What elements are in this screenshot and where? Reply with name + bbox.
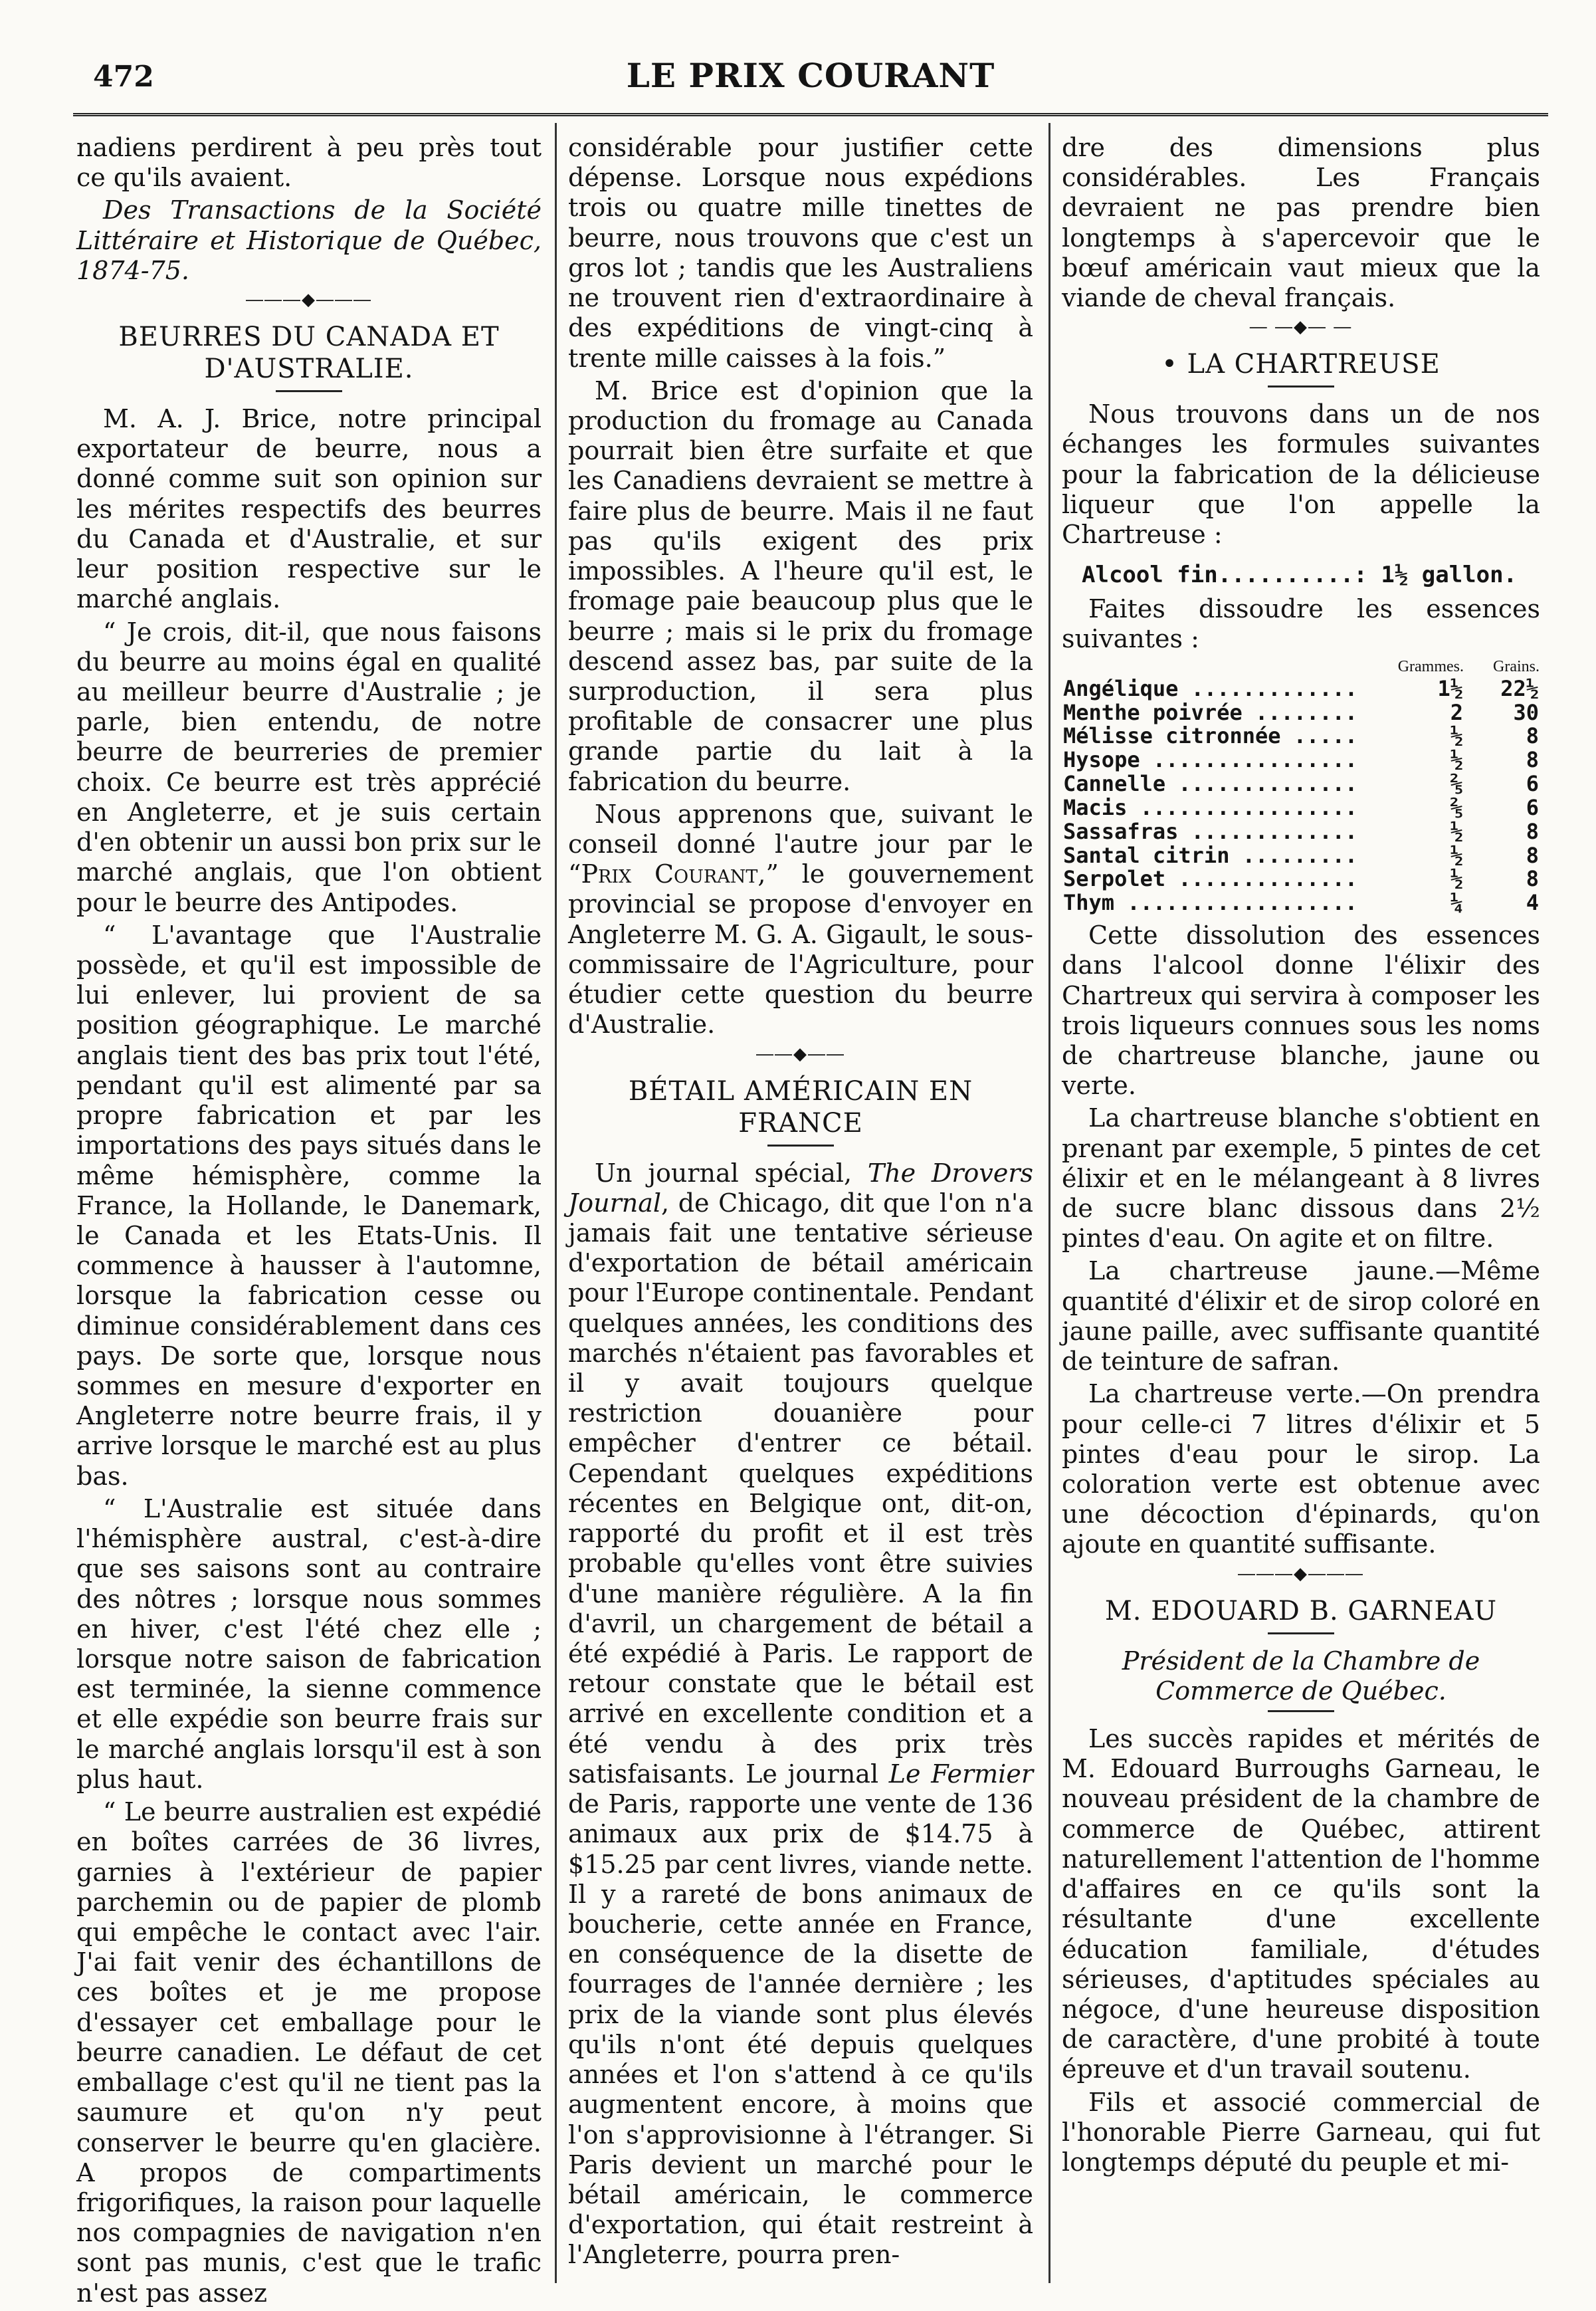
column-header: Grains. bbox=[1493, 658, 1540, 676]
ornament-divider: ―――◆――― bbox=[1238, 1563, 1364, 1584]
paragraph: Fils et associé commercial de l'honorable Pierre Garneau, qui fut longtemps député du peuple et mi- bbox=[1062, 2087, 1540, 2177]
text-run: Un journal spécial, bbox=[595, 1158, 868, 1188]
ingredient-name: Angélique ............. bbox=[1063, 675, 1358, 701]
paragraph: La chartreuse blanche s'obtient en prenant par exemple, 5 pintes de cet élixir et en le mélangeant à 8 livres de sucre blanc dissous dans 2½ pintes d'eau. On agite et on filtre. bbox=[1062, 1103, 1540, 1254]
short-rule bbox=[1268, 1710, 1334, 1712]
ingredient-name: Hysope ................ bbox=[1063, 747, 1358, 773]
column-header: Grammes. bbox=[1397, 658, 1464, 676]
header-rule bbox=[73, 113, 1548, 120]
article-heading: M. EDOUARD B. GARNEAU bbox=[1104, 1595, 1498, 1626]
paragraph: considérable pour justifier cette dépense. Lorsque nous expédions trois ou quatre mille tinettes de beurre, nous trouvons que c'est un gros lot ; tandis que les Australiens ne trouvent rien d'extraordinaire à des expéditions de vingt-cinq à trente mille caisses à la fois.” bbox=[568, 133, 1033, 373]
recipe-rows bbox=[1062, 677, 1540, 915]
grams-value: ½ bbox=[1450, 818, 1463, 844]
paragraph: nadiens perdirent à peu près tout ce qu'ils avaient. bbox=[76, 133, 542, 193]
paragraph: M. A. J. Brice, notre principal exportateur de beurre, nous a donné comme suit son opinion sur les mérites respectifs des beurres du Canada et d'Australie, et sur leur position respective sur le marché anglais. bbox=[76, 404, 542, 614]
column-2 bbox=[568, 133, 1033, 2273]
recipe-row bbox=[1062, 677, 1540, 701]
journal-name: Le Fermier bbox=[888, 1759, 1033, 1789]
column-divider bbox=[555, 123, 557, 2283]
text-run: Nous apprenons que, suivant le conseil donné l'autre jour par le “ bbox=[568, 799, 1033, 889]
ingredient-name: Macis ................. bbox=[1063, 794, 1358, 820]
column-divider bbox=[1048, 123, 1050, 2283]
ornament-divider: ―――◆――― bbox=[246, 290, 372, 310]
text-run: ,” le gouvernement provincial se propose d'envoyer en Angleterre M. G. A. Gigault, le sous-commissaire de l'Agriculture, pour étudier cette question du beurre d'Australie. bbox=[568, 859, 1033, 1040]
short-rule bbox=[1268, 385, 1334, 387]
text-run: de Paris, rapporte une vente de 136 animaux aux prix de $14.75 à $15.25 par cent livres, viande nette. Il y a rareté de bons animaux de boucherie, cette année en France, en conséquence de la disette de fourrages de l'année dernière ; les prix de la viande sont plus élevés qu'ils n'ont été depuis quelques années et l'on s'attend à ce qu'ils augmentent encore, à moins que l'on s'approvisionne à l'étranger. Si Paris devient un marché pour le bétail américain, le commerce d'exportation, qui était restreint à l'Angleterre, pourra pren- bbox=[568, 1789, 1033, 2270]
grams-value: ¼ bbox=[1450, 890, 1463, 916]
article-heading: BEURRES DU CANADA ET D'AUSTRALIE. bbox=[118, 322, 500, 385]
paragraph: M. Brice est d'opinion que la production du fromage au Canada pourrait bien être surfaite et que les Canadiens devraient se mettre à faire plus de beurre. Mais il ne faut pas qu'ils exigent des prix impossibles. A l'heure qu'il est, le fromage paie beaucoup plus que le beurre ; mais si le prix du fromage descend assez bas, par suite de la surproduction, il sera plus profitable de consacrer une plus grande partie du lait à la fabrication du beurre. bbox=[568, 376, 1033, 796]
grams-value: ½ bbox=[1450, 723, 1463, 749]
paragraph: “ L'Australie est située dans l'hémisphère austral, c'est-à-dire que ses saisons sont au contraire des nôtres ; lorsque nous sommes en hiver, c'est l'été chez elle ; lorsque notre saison de fabrication est terminée, la sienne commence et elle expédie son beurre frais sur le marché anglais lorsqu'il est à son plus haut. bbox=[76, 1493, 542, 1794]
recipe-table bbox=[1062, 657, 1540, 915]
grains-value: 8 bbox=[1526, 723, 1539, 749]
running-title: LE PRIX COURANT bbox=[626, 56, 995, 95]
paragraph bbox=[568, 800, 1033, 1040]
grains-value: 8 bbox=[1526, 747, 1539, 773]
alcohol-line: Alcool fin..........: 1½ gallon. bbox=[1082, 562, 1518, 589]
grams-value: ½ bbox=[1450, 866, 1463, 892]
grains-value: 22½ bbox=[1500, 675, 1539, 701]
grams-value: 2 bbox=[1450, 699, 1463, 725]
ingredient-name: Mélisse citronnée ..... bbox=[1063, 723, 1358, 749]
ornament-divider: ――◆―― bbox=[756, 1044, 845, 1064]
short-rule bbox=[767, 1145, 834, 1147]
paragraph: Faites dissoudre les essences suivantes : bbox=[1062, 594, 1540, 654]
grains-value: 6 bbox=[1526, 794, 1539, 820]
ingredient-name: Cannelle .............. bbox=[1063, 771, 1358, 797]
article-heading: • LA CHARTREUSE bbox=[1161, 349, 1441, 380]
grains-value: 6 bbox=[1526, 771, 1539, 797]
grains-value: 8 bbox=[1526, 866, 1539, 892]
ingredient-name: Sassafras ............. bbox=[1063, 818, 1358, 844]
table-header-row bbox=[1062, 657, 1540, 677]
paragraph: “ Le beurre australien est expédié en boîtes carrées de 36 livres, garnies à l'extérieur de papier parchemin ou de papier de plomb qui empêche le contact avec l'air. J'ai fait venir des échantillons de ces boîtes et je me propose d'essayer cet emballage pour le beurre canadien. Le défaut de cet emballage c'est qu'il ne tient pas la saumure et qu'on n'y peut conserver le beurre qu'en glacière. A propos de compartiments frigorifiques, la raison pour laquelle nos compagnies de navigation n'en sont pas munis, c'est que le trafic n'est pas assez bbox=[76, 1797, 542, 2308]
ingredient-name: Santal citrin ......... bbox=[1063, 842, 1358, 868]
grains-value: 8 bbox=[1526, 842, 1539, 868]
grams-value: ⅖ bbox=[1450, 794, 1463, 820]
short-rule bbox=[1268, 1632, 1334, 1634]
grains-value: 4 bbox=[1526, 890, 1539, 916]
paragraph: Les succès rapides et mérités de M. Edouard Burroughs Garneau, le nouveau président de la chambre de commerce de Québec, attirent naturellement l'attention de l'homme d'affaires en ce qu'ils sont la résultante d'une excellente éducation familiale, d'études sérieuses, d'aptitudes spéciales au négoce, d'une heureuse disposition de caractère, d'une probité à toute épreuve et d'un travail soutenu. bbox=[1062, 1724, 1540, 2084]
page-number: 472 bbox=[93, 60, 154, 94]
grams-value: ½ bbox=[1450, 842, 1463, 868]
page-header bbox=[73, 56, 1548, 102]
article-heading: BÉTAIL AMÉRICAIN EN FRANCE bbox=[628, 1075, 973, 1139]
citation: Des Transactions de la Société Littéraire et Historique de Québec, 1874-75. bbox=[76, 195, 542, 285]
column-3 bbox=[1062, 133, 1540, 2180]
recipe-row bbox=[1062, 772, 1540, 796]
short-rule bbox=[276, 390, 342, 392]
recipe-row bbox=[1062, 748, 1540, 772]
ingredient-name: Serpolet .............. bbox=[1063, 866, 1358, 892]
paragraph: La chartreuse verte.—On prendra pour celle-ci 7 litres d'élixir et 5 pintes d'eau pour le sirop. La coloration verte est obtenue avec une décoction d'épinards, qu'on ajoute en quantité suffisante. bbox=[1062, 1379, 1540, 1559]
grams-value: ⅖ bbox=[1450, 771, 1463, 797]
column-1 bbox=[76, 133, 542, 2311]
text-run: , de Chicago, dit que l'on n'a jamais fait une tentative sérieuse d'exportation de bétail américain pour l'Europe continentale. Pendant quelques années, les conditions des marchés n'étaient pas favorables et il y avait toujours quelque restriction douanière pour empêcher d'entrer ce bétail. Cependant quelques expéditions récentes en Belgique ont, dit-on, rapporté du profit et il est très probable qu'elles vont être suivies d'une manière régulière. A la fin d'avril, un chargement de bétail a été expédié à Paris. Le rapport de retour constate que le bétail est arrivé en excellente condition et a été vendu à des prix très satisfaisants. Le journal bbox=[568, 1188, 1033, 1789]
recipe-row bbox=[1062, 891, 1540, 915]
grains-value: 8 bbox=[1526, 818, 1539, 844]
journal-name: Prix Courant bbox=[581, 859, 758, 889]
paragraph: La chartreuse jaune.—Même quantité d'élixir et de sirop coloré en jaune paille, avec suffisante quantité de teinture de safran. bbox=[1062, 1256, 1540, 1376]
paragraph: Nous trouvons dans un de nos échanges les formules suivantes pour la fabrication de la délicieuse liqueur que l'on appelle la Chartreuse : bbox=[1062, 399, 1540, 550]
recipe-row bbox=[1062, 844, 1540, 868]
journal-name: The Drovers Journal bbox=[568, 1158, 1033, 1218]
alcohol-label: Alcool fin bbox=[1082, 562, 1218, 589]
grams-value: ½ bbox=[1450, 747, 1463, 773]
paragraph bbox=[568, 1158, 1033, 2270]
grains-value: 30 bbox=[1513, 699, 1539, 725]
ornament-divider: ― ―◆― ― bbox=[1249, 317, 1353, 338]
recipe-row bbox=[1062, 724, 1540, 748]
paragraph: “ Je crois, dit-il, que nous faisons du beurre au moins égal en qualité au meilleur beurre d'Australie ; je parle, bien entendu, de notre beurre de beurreries de premier choix. Ce beurre est très apprécié en Angleterre, et je suis certain d'en obtenir un aussi bon prix sur le marché anglais, que l'on obtient pour le beurre des Antipodes. bbox=[76, 617, 542, 917]
ingredient-name: Thym .................. bbox=[1063, 890, 1358, 916]
paragraph: “ L'avantage que l'Australie possède, et qu'il est impossible de lui enlever, lui provient de sa position géographique. Le marché anglais tient des bas prix tout l'été, pendant qu'il est alimenté par sa propre fabrication et par les importations des pays situés dans le même hémisphère, comme la France, la Hollande, le Danemark, le Canada et les Etats-Unis. Il commence à hausser à l'automne, lorsque la fabrication cesse ou diminue considérablement dans ces pays. De sorte que, lorsque nous sommes en mesure d'exporter en Angleterre notre beurre frais, il y arrive lorsque le marché est au plus bas. bbox=[76, 920, 542, 1491]
grams-value: 1½ bbox=[1437, 675, 1463, 701]
recipe-row bbox=[1062, 820, 1540, 844]
ingredient-name: Menthe poivrée ........ bbox=[1063, 699, 1358, 725]
paragraph: Cette dissolution des essences dans l'alcool donne l'élixir des Chartreux qui servira à composer les trois liqueurs connues sous les noms de chartreuse blanche, jaune ou verte. bbox=[1062, 921, 1540, 1101]
alcohol-qty: 1½ gallon. bbox=[1381, 562, 1518, 589]
paragraph: dre des dimensions plus considérables. Les Français devraient ne pas prendre bien longtemps à s'apercevoir que le bœuf américain vaut mieux que la viande de cheval français. bbox=[1062, 133, 1540, 313]
subtitle: Président de la Chambre de Commerce de Québec. bbox=[1122, 1646, 1480, 1706]
recipe-row bbox=[1062, 796, 1540, 820]
recipe-row bbox=[1062, 867, 1540, 891]
recipe-row bbox=[1062, 701, 1540, 725]
